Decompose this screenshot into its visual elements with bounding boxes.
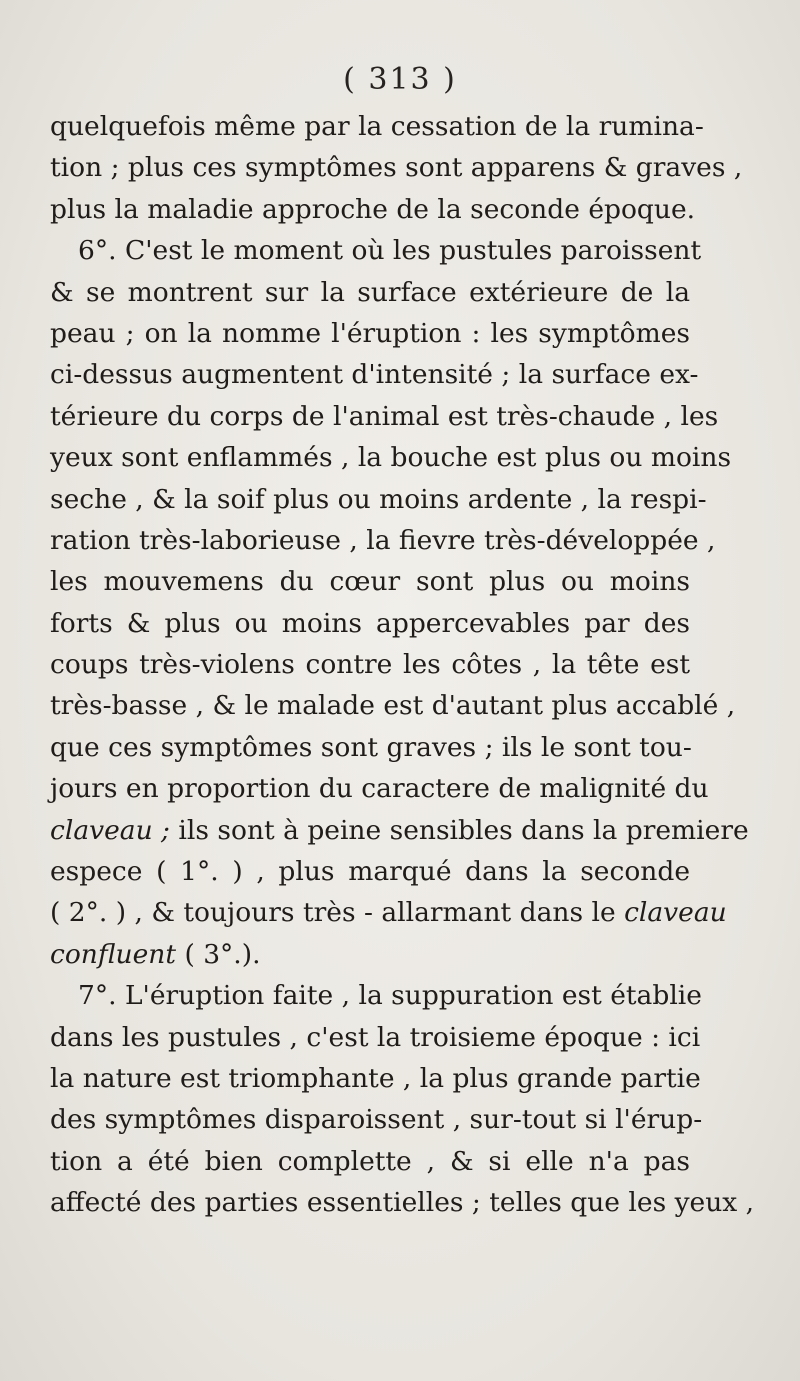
text-line: ration très-laborieuse , la fievre très-développée , [50,524,716,556]
text-line: plus la maladie approche de la seconde époque. [50,193,696,225]
text-line: & se montrent sur la surface extérieure de la [50,276,690,308]
text-line: térieure du corps de l'animal est très-chaude , les [50,400,719,432]
text-line: forts & plus ou moins appercevables par des [50,607,690,639]
text-line: dans les pustules , c'est la troisieme époque : ici [50,1021,701,1053]
italic-term: claveau [624,897,727,929]
italic-term: claveau ; [50,814,170,846]
text-line: la nature est triomphante , la plus grande partie [50,1062,701,1094]
line-after: ( 3°.). [176,938,261,970]
text-line: seche , & la soif plus ou moins ardente , la respi- [50,483,707,515]
line-after: ils sont à peine sensibles dans la premiere [170,814,749,846]
text-line: espece ( 1°. ) , plus marqué dans la seconde [50,856,690,888]
text-line: ci-dessus augmentent d'intensité ; la surface ex- [50,359,699,391]
text-line: peau ; on la nomme l'éruption : les symptômes [50,317,690,349]
text-line: jours en proportion du caractere de malignité du [50,773,709,805]
body-text [50,106,755,1224]
text-line: yeux sont enflammés , la bouche est plus ou moins [50,442,732,474]
text-line: les mouvemens du cœur sont plus ou moins [50,566,690,598]
italic-term: confluent [50,938,177,970]
text-line [50,810,749,851]
paragraph-start-line: 7°. L'éruption faite , la suppuration est établie [78,980,702,1012]
text-line [50,934,690,975]
text-line: tion ; plus ces symptômes sont apparens & graves , [50,152,743,184]
text-line: coups très-violens contre les côtes , la tête est [50,649,690,681]
paragraph-start-line: 6°. C'est le moment où les pustules paroissent [78,235,702,267]
text-line [50,892,727,933]
text-line: quelquefois même par la cessation de la rumina- [50,111,704,142]
text-line: affecté des parties essentielles ; telles que les yeux , [50,1187,755,1219]
text-line: que ces symptômes sont graves ; ils le sont tou- [50,731,692,763]
line-before: ( 2°. ) , & toujours très - allarmant dans le [50,897,625,929]
text-line: tion a été bien complette , & si elle n'a pas [50,1145,690,1177]
page-number: ( 313 ) [343,62,457,97]
text-line: des symptômes disparoissent , sur-tout si l'érup- [50,1104,703,1136]
text-line: très-basse , & le malade est d'autant plus accablé , [50,690,736,722]
